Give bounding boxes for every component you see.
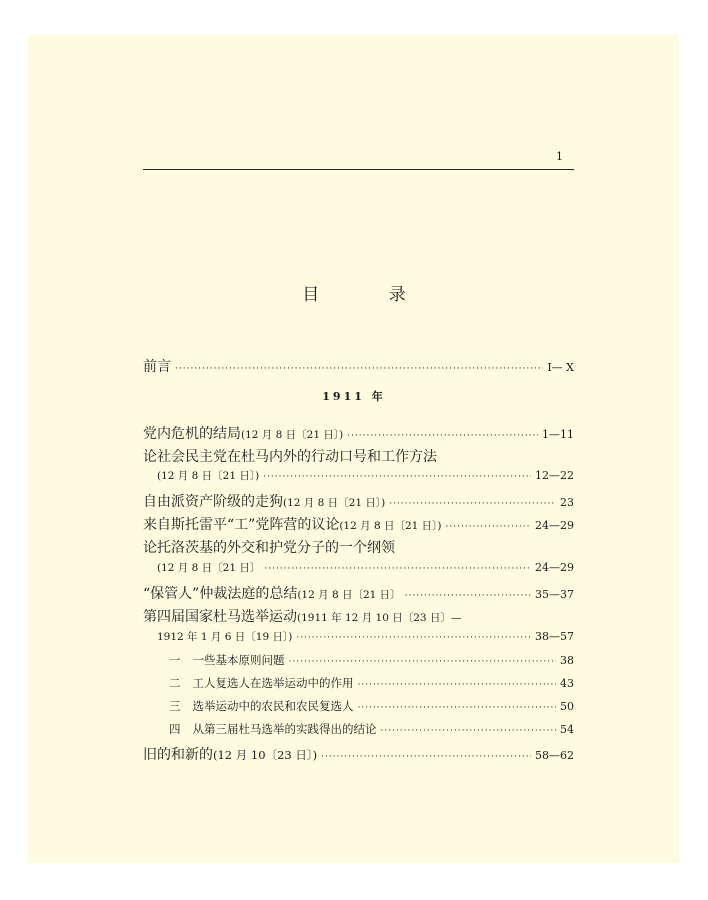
entry-title: 第四届国家杜马选举运动 <box>143 609 297 625</box>
dot-leader <box>175 364 543 374</box>
entry-title: 论社会民主党在杜马内外的行动口号和工作方法 <box>143 449 437 465</box>
dot-leader <box>381 726 557 736</box>
toc-entry[interactable] <box>143 537 574 557</box>
entry-pages: 54 <box>560 723 574 736</box>
entry-pages: 23 <box>560 496 574 509</box>
toc-subentry[interactable] <box>143 721 574 741</box>
toc-entry-continuation[interactable] <box>143 468 574 488</box>
entry-title: 工人复选人在选举运动中的作用 <box>192 676 354 690</box>
dot-leader <box>405 591 531 601</box>
toc-subentry[interactable] <box>143 675 574 695</box>
entry-title: 自由派资产阶级的走狗 <box>143 494 283 510</box>
dot-leader <box>358 680 557 690</box>
dot-leader <box>321 752 531 762</box>
entry-title: 旧的和新的 <box>143 747 213 763</box>
subentry-number: 二 <box>169 676 181 690</box>
entry-date: (12 月 8 日〔21 日〕 <box>297 589 401 601</box>
entry-date: (1911 年 12 月 10 日〔23 日〕— <box>297 612 462 624</box>
toc-entry[interactable] <box>143 423 574 443</box>
entry-title: 党内危机的结局 <box>143 426 241 442</box>
entry-date: 1912 年 1 月 6 日〔19 日〕) <box>157 631 293 643</box>
header-rule <box>143 169 574 170</box>
subentry-number: 三 <box>169 699 181 713</box>
entry-title: 选举运动中的农民和农民复选人 <box>192 699 354 713</box>
entry-title: “保管人”仲裁法庭的总结 <box>143 586 298 602</box>
toc-subentry[interactable] <box>143 698 574 718</box>
entry-date: (12 月 8 日〔21 日〕) <box>339 520 442 532</box>
entry-date: (12 月 8 日〔21 日〕 <box>157 562 261 574</box>
entry-pages: I— X <box>547 361 574 374</box>
entry-pages: 58—62 <box>535 749 574 762</box>
entry-pages: 38—57 <box>535 630 574 643</box>
entry-pages: 24—29 <box>535 561 574 574</box>
dot-leader <box>358 703 557 713</box>
entry-title: 论托洛茨基的外交和护党分子的一个纲领 <box>143 540 395 556</box>
entry-pages: 50 <box>560 700 574 713</box>
toc-entry[interactable] <box>143 514 574 534</box>
toc-entry[interactable] <box>143 491 574 511</box>
entry-pages: 35—37 <box>535 588 574 601</box>
toc-entry-continuation[interactable] <box>143 629 574 649</box>
entry-title: 从第三届杜马选举的实践得出的结论 <box>192 722 377 736</box>
dot-leader <box>296 633 531 643</box>
entry-title: 一些基本原则问题 <box>192 653 285 667</box>
entry-title: 前言 <box>143 359 171 375</box>
toc-title: 目 录 <box>302 285 438 305</box>
entry-date: (12 月 8 日〔21 日〕) <box>283 497 386 509</box>
subentry-number: 一 <box>169 653 181 667</box>
entry-date: (12 月 10〔23 日〕) <box>213 748 318 762</box>
dot-leader <box>347 431 538 441</box>
page-number: 1 <box>556 150 563 163</box>
toc-subentry[interactable] <box>143 652 574 672</box>
toc-entry-continuation[interactable] <box>143 560 574 580</box>
dot-leader <box>446 522 531 532</box>
toc-entry[interactable] <box>143 744 574 764</box>
entry-date: (12 月 8 日〔21 日〕) <box>157 470 260 482</box>
toc-entry[interactable] <box>143 583 574 603</box>
entry-pages: 38 <box>560 654 574 667</box>
entry-pages: 43 <box>560 677 574 690</box>
dot-leader <box>389 499 556 509</box>
entry-pages: 24—29 <box>535 519 574 532</box>
entry-pages: 12—22 <box>535 469 574 482</box>
entry-pages: 1—11 <box>542 428 574 441</box>
dot-leader <box>264 564 531 574</box>
dot-leader <box>289 657 557 667</box>
toc-entry-preface[interactable] <box>143 356 574 376</box>
entry-date: (12 月 8 日〔21 日〕) <box>241 429 344 441</box>
toc-entry[interactable] <box>143 606 574 626</box>
toc-entry[interactable] <box>143 446 574 466</box>
year-heading: 1911 年 <box>322 390 386 403</box>
subentry-number: 四 <box>169 722 181 736</box>
dot-leader <box>263 472 531 482</box>
entry-title: 来自斯托雷平“工”党阵营的议论 <box>143 517 340 533</box>
